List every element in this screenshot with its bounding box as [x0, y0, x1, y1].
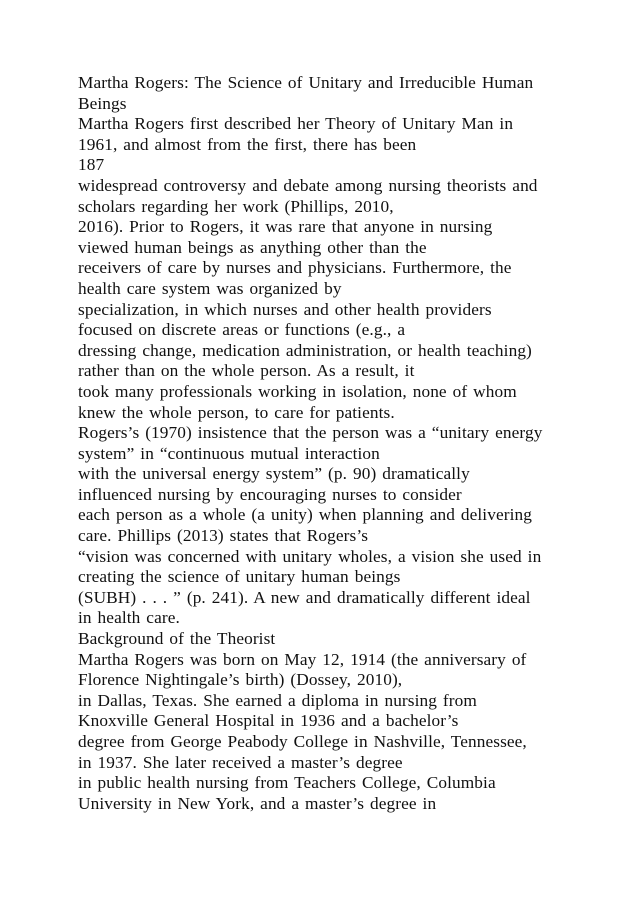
text-line: took many professionals working in isolation, none of whom	[78, 381, 517, 401]
text-line: widespread controversy and debate among nursing theorists and	[78, 175, 538, 195]
text-line: Martha Rogers: The Science of Unitary and Irreducible Human	[78, 73, 534, 92]
text-line: (SUBH) . . . ” (p. 241). A new and dramatically different ideal	[78, 587, 531, 607]
text-line: with the universal energy system” (p. 90) dramatically	[78, 464, 470, 484]
text-line: specialization, in which nurses and other health providers	[78, 299, 492, 319]
text-line: 2016). Prior to Rogers, it was rare that anyone in nursing	[78, 217, 493, 237]
text-line: influenced nursing by encouraging nurses to consider	[78, 484, 462, 504]
page-number-line: 187	[78, 155, 105, 175]
text-line: knew the whole person, to care for patients.	[78, 402, 395, 422]
text-line: in 1937. She later received a master’s degree	[78, 752, 403, 772]
text-line: health care system was organized by	[78, 278, 342, 298]
text-line: Knoxville General Hospital in 1936 and a bachelor’s	[78, 711, 459, 731]
text-line: dressing change, medication administration, or health teaching)	[78, 340, 532, 360]
text-line: “vision was concerned with unitary wholes, a vision she used in	[78, 546, 542, 566]
text-line: in health care.	[78, 608, 180, 628]
text-line: in public health nursing from Teachers College, Columbia	[78, 773, 496, 793]
section-heading: Background of the Theorist	[78, 629, 276, 649]
text-line: in Dallas, Texas. She earned a diploma in nursing from	[78, 690, 477, 710]
text-line: Beings	[78, 93, 127, 113]
text-line: system” in “continuous mutual interaction	[78, 443, 380, 463]
text-line: scholars regarding her work (Phillips, 2010,	[78, 196, 394, 216]
text-line: creating the science of unitary human beings	[78, 567, 401, 587]
document-text	[78, 73, 598, 814]
text-line: degree from George Peabody College in Nashville, Tennessee,	[78, 732, 527, 751]
text-line: Florence Nightingale’s birth) (Dossey, 2010),	[78, 670, 403, 690]
text-line: 1961, and almost from the first, there has been	[78, 134, 417, 154]
text-line: viewed human beings as anything other than the	[78, 237, 427, 257]
text-line: focused on discrete areas or functions (e.g., a	[78, 320, 406, 340]
text-line: care. Phillips (2013) states that Rogers’s	[78, 526, 369, 546]
text-line: Martha Rogers was born on May 12, 1914 (the anniversary of	[78, 649, 527, 669]
text-line: Rogers’s (1970) insistence that the person was a “unitary energy	[78, 423, 543, 443]
text-line: rather than on the whole person. As a result, it	[78, 361, 415, 381]
text-line: Martha Rogers first described her Theory of Unitary Man in	[78, 114, 514, 134]
text-line: each person as a whole (a unity) when planning and delivering	[78, 505, 532, 525]
text-line: University in New York, and a master’s degree in	[78, 793, 437, 813]
text-line: receivers of care by nurses and physicians. Furthermore, the	[78, 258, 512, 278]
